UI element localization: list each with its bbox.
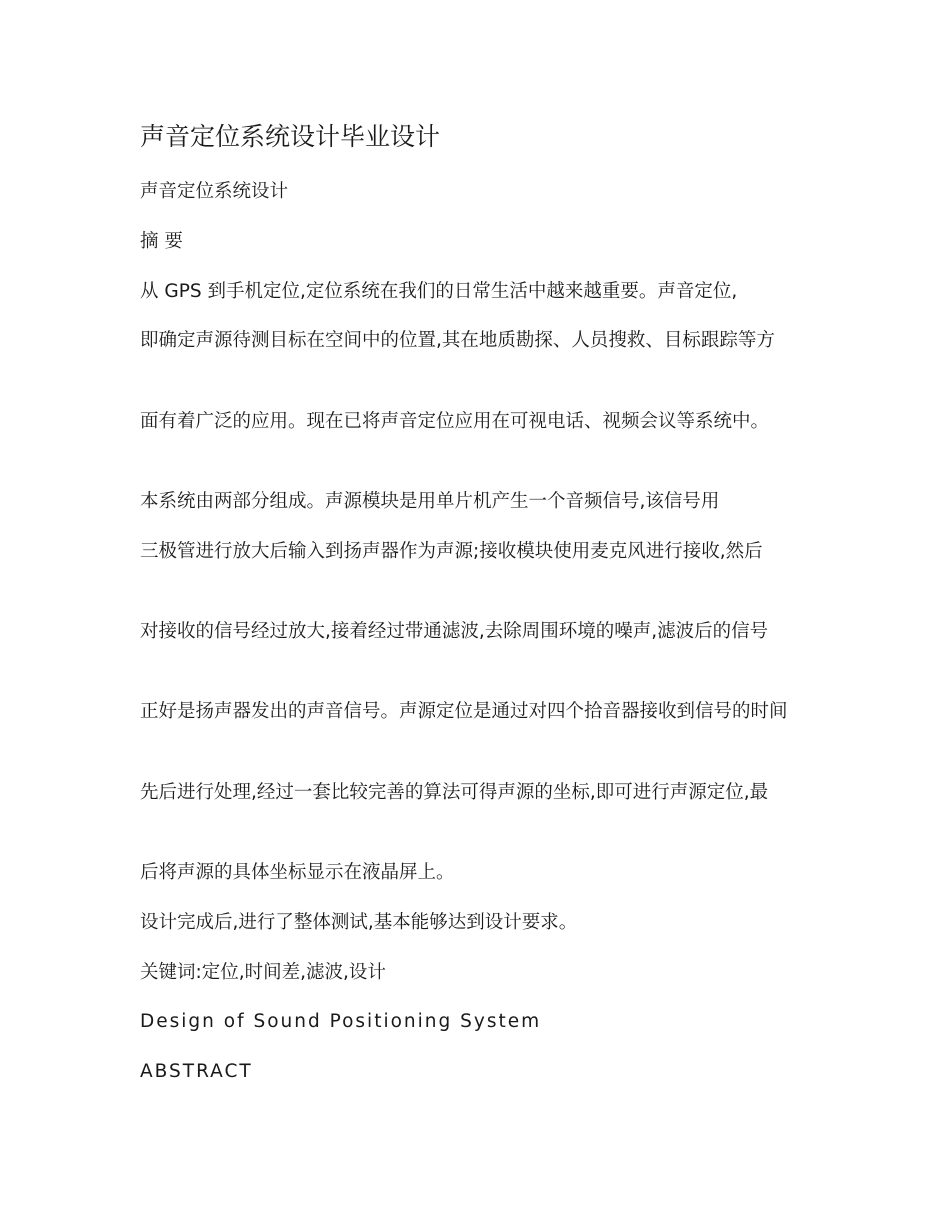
abstract-paragraph-8: 先后进行处理,经过一套比较完善的算法可得声源的坐标,即可进行声源定位,最 [140, 782, 769, 803]
abstract-paragraph-10: 设计完成后,进行了整体测试,基本能够达到设计要求。 [140, 912, 578, 933]
abstract-paragraph-4: 本系统由两部分组成。声源模块是用单片机产生一个音频信号,该信号用 [140, 491, 720, 512]
document-subtitle: 声音定位系统设计 [140, 181, 289, 202]
abstract-paragraph-1: 从 GPS 到手机定位,定位系统在我们的日常生活中越来越重要。声音定位, [140, 281, 738, 302]
abstract-paragraph-9: 后将声源的具体坐标显示在液晶屏上。 [140, 862, 455, 883]
document-title: 声音定位系统设计毕业设计 [140, 122, 441, 151]
abstract-paragraph-2: 即确定声源待测目标在空间中的位置,其在地质勘探、人员搜救、目标跟踪等方 [140, 330, 775, 351]
keywords: 关键词:定位,时间差,滤波,设计 [140, 962, 386, 983]
abstract-paragraph-5: 三极管进行放大后输入到扬声器作为声源;接收模块使用麦克风进行接收,然后 [140, 541, 763, 562]
abstract-paragraph-6: 对接收的信号经过放大,接着经过带通滤波,去除周围环境的噪声,滤波后的信号 [140, 621, 769, 642]
english-title: Design of Sound Positioning System [140, 1011, 542, 1032]
english-abstract-heading: ABSTRACT [140, 1061, 253, 1082]
abstract-paragraph-7: 正好是扬声器发出的声音信号。声源定位是通过对四个拾音器接收到信号的时间 [140, 701, 788, 722]
abstract-heading: 摘 要 [140, 231, 183, 252]
abstract-paragraph-3: 面有着广泛的应用。现在已将声音定位应用在可视电话、视频会议等系统中。 [140, 411, 770, 432]
